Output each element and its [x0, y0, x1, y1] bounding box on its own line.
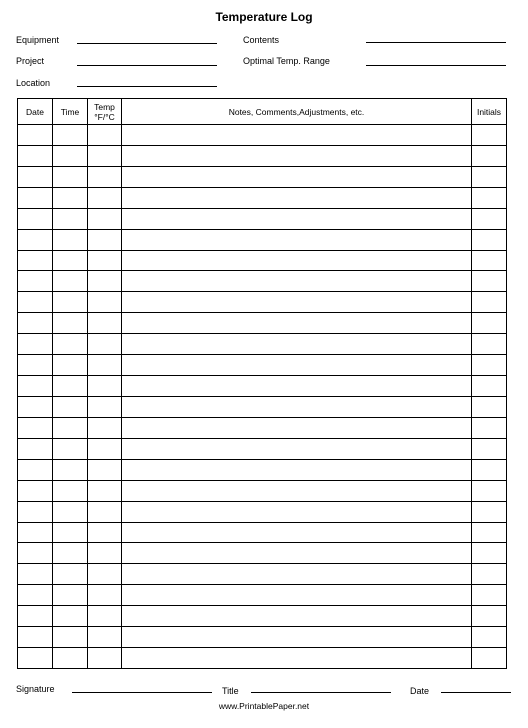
- table-row: [18, 459, 507, 480]
- initials-cell[interactable]: [472, 417, 507, 438]
- table-row: [18, 145, 507, 166]
- date-cell[interactable]: [18, 480, 53, 501]
- temp-header-label: Temp: [94, 101, 115, 112]
- date-field[interactable]: [441, 692, 511, 693]
- time-header: Time: [53, 99, 88, 125]
- date-header: Date: [18, 99, 53, 125]
- date-cell[interactable]: [18, 145, 53, 166]
- project-field[interactable]: [77, 65, 217, 66]
- table-row: [18, 606, 507, 627]
- initials-header: Initials: [472, 99, 507, 125]
- notes-cell[interactable]: [122, 606, 472, 627]
- time-cell[interactable]: [53, 585, 88, 606]
- notes-cell[interactable]: [122, 648, 472, 669]
- temp-cell[interactable]: [88, 480, 122, 501]
- table-row: [18, 376, 507, 397]
- temp-cell[interactable]: [88, 627, 122, 648]
- date-cell[interactable]: [18, 313, 53, 334]
- temp-cell[interactable]: [88, 250, 122, 271]
- table-row: [18, 250, 507, 271]
- date-cell[interactable]: [18, 543, 53, 564]
- time-cell[interactable]: [53, 166, 88, 187]
- table-row: [18, 417, 507, 438]
- notes-cell[interactable]: [122, 501, 472, 522]
- initials-cell[interactable]: [472, 522, 507, 543]
- time-cell[interactable]: [53, 459, 88, 480]
- date-cell[interactable]: [18, 334, 53, 355]
- initials-cell[interactable]: [472, 501, 507, 522]
- initials-cell[interactable]: [472, 208, 507, 229]
- table-row: [18, 271, 507, 292]
- table-row: [18, 187, 507, 208]
- date-cell[interactable]: [18, 250, 53, 271]
- notes-cell[interactable]: [122, 459, 472, 480]
- time-cell[interactable]: [53, 417, 88, 438]
- website-url: www.PrintablePaper.net: [218, 701, 310, 711]
- time-cell[interactable]: [53, 480, 88, 501]
- temp-cell[interactable]: [88, 355, 122, 376]
- notes-cell[interactable]: [122, 271, 472, 292]
- initials-cell[interactable]: [472, 648, 507, 669]
- date-cell[interactable]: [18, 376, 53, 397]
- date-cell[interactable]: [18, 585, 53, 606]
- initials-cell[interactable]: [472, 125, 507, 146]
- location-field[interactable]: [77, 86, 217, 87]
- initials-cell[interactable]: [472, 313, 507, 334]
- date-cell[interactable]: [18, 438, 53, 459]
- table-row: [18, 355, 507, 376]
- time-cell[interactable]: [53, 292, 88, 313]
- time-cell[interactable]: [53, 564, 88, 585]
- time-cell[interactable]: [53, 438, 88, 459]
- notes-cell[interactable]: [122, 564, 472, 585]
- temp-cell[interactable]: [88, 438, 122, 459]
- temp-cell[interactable]: [88, 125, 122, 146]
- table-row: [18, 125, 507, 146]
- temp-cell[interactable]: [88, 208, 122, 229]
- table-row: [18, 564, 507, 585]
- notes-cell[interactable]: [122, 313, 472, 334]
- time-cell[interactable]: [53, 376, 88, 397]
- temp-cell[interactable]: [88, 648, 122, 669]
- temp-cell[interactable]: [88, 145, 122, 166]
- notes-cell[interactable]: [122, 585, 472, 606]
- date-cell[interactable]: [18, 564, 53, 585]
- date-label: Date: [410, 686, 430, 696]
- date-cell[interactable]: [18, 355, 53, 376]
- title-field[interactable]: [251, 692, 391, 693]
- initials-cell[interactable]: [472, 187, 507, 208]
- date-cell[interactable]: [18, 396, 53, 417]
- notes-cell[interactable]: [122, 145, 472, 166]
- notes-cell[interactable]: [122, 229, 472, 250]
- time-cell[interactable]: [53, 229, 88, 250]
- temp-unit-label: °F/°C: [94, 111, 115, 122]
- table-row: [18, 334, 507, 355]
- temp-cell[interactable]: [88, 459, 122, 480]
- temp-header: [88, 99, 122, 125]
- temp-cell[interactable]: [88, 334, 122, 355]
- optimal-temp-range-label: Optimal Temp. Range: [243, 56, 330, 66]
- temp-cell[interactable]: [88, 564, 122, 585]
- date-cell[interactable]: [18, 648, 53, 669]
- time-cell[interactable]: [53, 522, 88, 543]
- table-row: [18, 292, 507, 313]
- temp-cell[interactable]: [88, 187, 122, 208]
- initials-cell[interactable]: [472, 250, 507, 271]
- table-row: [18, 208, 507, 229]
- temp-cell[interactable]: [88, 166, 122, 187]
- temperature-log-table: [17, 98, 507, 669]
- notes-cell[interactable]: [122, 627, 472, 648]
- initials-cell[interactable]: [472, 166, 507, 187]
- notes-cell[interactable]: [122, 187, 472, 208]
- date-cell[interactable]: [18, 627, 53, 648]
- table-row: [18, 543, 507, 564]
- time-cell[interactable]: [53, 271, 88, 292]
- time-cell[interactable]: [53, 627, 88, 648]
- initials-cell[interactable]: [472, 606, 507, 627]
- table-header-row: [18, 99, 507, 125]
- initials-cell[interactable]: [472, 376, 507, 397]
- table-body: [18, 125, 507, 669]
- initials-cell[interactable]: [472, 564, 507, 585]
- notes-cell[interactable]: [122, 334, 472, 355]
- temp-cell[interactable]: [88, 396, 122, 417]
- notes-cell[interactable]: [122, 480, 472, 501]
- initials-cell[interactable]: [472, 229, 507, 250]
- temp-cell[interactable]: [88, 501, 122, 522]
- notes-cell[interactable]: [122, 438, 472, 459]
- time-cell[interactable]: [53, 334, 88, 355]
- initials-cell[interactable]: [472, 271, 507, 292]
- initials-cell[interactable]: [472, 627, 507, 648]
- page-title: Temperature Log: [215, 10, 313, 24]
- time-cell[interactable]: [53, 208, 88, 229]
- table-row: [18, 396, 507, 417]
- initials-cell[interactable]: [472, 396, 507, 417]
- table-row: [18, 648, 507, 669]
- optimal-temp-range-field[interactable]: [366, 65, 506, 66]
- table-row: [18, 522, 507, 543]
- table-row: [18, 229, 507, 250]
- initials-cell[interactable]: [472, 355, 507, 376]
- initials-cell[interactable]: [472, 145, 507, 166]
- initials-cell[interactable]: [472, 438, 507, 459]
- temp-cell[interactable]: [88, 606, 122, 627]
- initials-cell[interactable]: [472, 480, 507, 501]
- date-cell[interactable]: [18, 606, 53, 627]
- table-row: [18, 501, 507, 522]
- temp-cell[interactable]: [88, 271, 122, 292]
- time-cell[interactable]: [53, 355, 88, 376]
- contents-label: Contents: [243, 35, 280, 45]
- table-row: [18, 166, 507, 187]
- temp-cell[interactable]: [88, 313, 122, 334]
- initials-cell[interactable]: [472, 334, 507, 355]
- time-cell[interactable]: [53, 145, 88, 166]
- temp-cell[interactable]: [88, 522, 122, 543]
- temp-cell[interactable]: [88, 292, 122, 313]
- date-cell[interactable]: [18, 125, 53, 146]
- notes-cell[interactable]: [122, 417, 472, 438]
- temp-cell[interactable]: [88, 417, 122, 438]
- time-cell[interactable]: [53, 313, 88, 334]
- table-row: [18, 627, 507, 648]
- time-cell[interactable]: [53, 187, 88, 208]
- time-cell[interactable]: [53, 606, 88, 627]
- table-row: [18, 438, 507, 459]
- date-cell[interactable]: [18, 522, 53, 543]
- equipment-field[interactable]: [77, 43, 217, 44]
- table-row: [18, 585, 507, 606]
- initials-cell[interactable]: [472, 292, 507, 313]
- time-cell[interactable]: [53, 250, 88, 271]
- notes-cell[interactable]: [122, 250, 472, 271]
- equipment-label: Equipment: [16, 35, 60, 45]
- project-label: Project: [16, 56, 45, 66]
- notes-cell[interactable]: [122, 208, 472, 229]
- location-label: Location: [16, 78, 51, 88]
- date-cell[interactable]: [18, 292, 53, 313]
- time-cell[interactable]: [53, 396, 88, 417]
- temp-cell[interactable]: [88, 229, 122, 250]
- signature-label: Signature: [16, 684, 55, 694]
- contents-field[interactable]: [366, 42, 506, 43]
- notes-cell[interactable]: [122, 166, 472, 187]
- notes-cell[interactable]: [122, 543, 472, 564]
- temp-cell[interactable]: [88, 585, 122, 606]
- time-cell[interactable]: [53, 543, 88, 564]
- date-cell[interactable]: [18, 459, 53, 480]
- notes-cell[interactable]: [122, 355, 472, 376]
- initials-cell[interactable]: [472, 543, 507, 564]
- time-cell[interactable]: [53, 501, 88, 522]
- initials-cell[interactable]: [472, 585, 507, 606]
- date-cell[interactable]: [18, 166, 53, 187]
- date-cell[interactable]: [18, 208, 53, 229]
- time-cell[interactable]: [53, 125, 88, 146]
- temp-cell[interactable]: [88, 376, 122, 397]
- notes-cell[interactable]: [122, 376, 472, 397]
- notes-header: Notes, Comments,Adjustments, etc.: [122, 99, 472, 125]
- notes-cell[interactable]: [122, 396, 472, 417]
- table-row: [18, 313, 507, 334]
- notes-cell[interactable]: [122, 125, 472, 146]
- notes-cell[interactable]: [122, 292, 472, 313]
- title-label: Title: [222, 686, 239, 696]
- table-row: [18, 480, 507, 501]
- date-cell[interactable]: [18, 187, 53, 208]
- temp-cell[interactable]: [88, 543, 122, 564]
- notes-cell[interactable]: [122, 522, 472, 543]
- date-cell[interactable]: [18, 229, 53, 250]
- date-cell[interactable]: [18, 417, 53, 438]
- time-cell[interactable]: [53, 648, 88, 669]
- initials-cell[interactable]: [472, 459, 507, 480]
- date-cell[interactable]: [18, 271, 53, 292]
- signature-field[interactable]: [72, 692, 212, 693]
- date-cell[interactable]: [18, 501, 53, 522]
